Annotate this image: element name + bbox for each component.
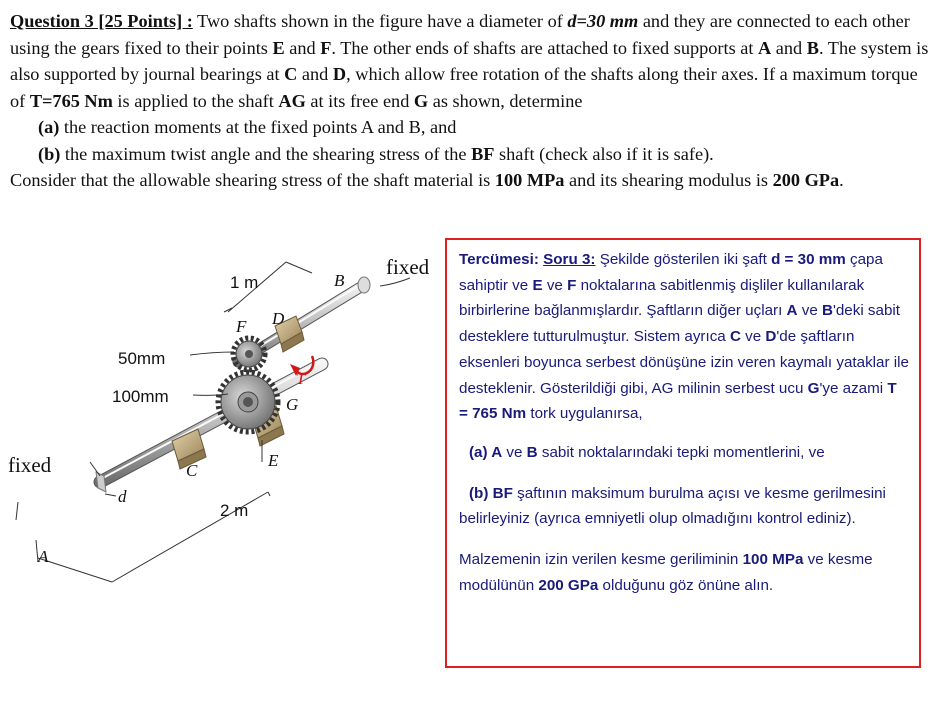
label-b: B <box>334 271 345 290</box>
label-fixed-top: fixed <box>386 255 430 279</box>
question-paragraph: Question 3 [25 Points] : Two shafts shown in the figure have a diameter of d=30 mm and they are connected to each other using the gears fixed to their points E and F. The other ends of shafts are attached to fixed supports at A and B. The system is also supported by journal bearings at C and D, which allow free rotation of the shafts along their axes. If a maximum torque of T=765 Nm is applied to the shaft AG at its free end G as shown, determine <box>10 11 929 111</box>
support-b-wall <box>358 277 370 293</box>
label-a: A <box>38 547 49 566</box>
translation-paragraph: Tercümesi: Soru 3: Şekilde gösterilen iki şaft d = 30 mm çapa sahiptir ve E ve F noktalarına sabitlenmiş dişliler kullanılarak birbirlerine bağlanmışlardır. Şaftların diğer uçları A ve B'deki sabit desteklere tutturulmuştur. Sistem ayrıca C ve D'de şaftların eksenleri boyunca serbest dönüşüne izin veren kaymalı yataklar ile desteklenir. Gösterildiği gibi, AG milinin serbest ucu G'ye azami T = 765 Nm tork uygulanırsa, <box>459 251 909 423</box>
question-text <box>10 8 932 194</box>
part-b: (b) the maximum twist angle and the shearing stress of the BF shaft (check also if it is safe). <box>38 143 714 164</box>
material-properties: Consider that the allowable shearing stress of the shaft material is 100 MPa and its shearing modulus is 200 GPa. <box>10 170 844 190</box>
part-a: (a) the reaction moments at the fixed points A and B, and <box>38 117 457 137</box>
translation-material: Malzemenin izin verilen kesme geriliminin 100 MPa ve kesme modülünün 200 GPa olduğunu göz önüne alın. <box>459 551 873 594</box>
label-e: E <box>268 451 279 470</box>
label-t: T <box>296 369 306 388</box>
label-100mm: 100mm <box>112 387 169 406</box>
translation-part-a: (a) A ve B sabit noktalarındaki tepki momentlerini, ve <box>469 443 825 461</box>
diameter-value: d=30 mm <box>567 11 639 31</box>
label-1m: 1 m <box>230 273 259 292</box>
torque-value: T=765 Nm <box>29 90 113 111</box>
label-d: D <box>272 309 285 328</box>
question-heading: Question 3 [25 Points] : <box>10 11 193 31</box>
label-c: C <box>186 461 198 480</box>
gear-large <box>218 372 278 432</box>
label-f: F <box>236 317 247 336</box>
shaft-gear-figure <box>0 240 445 600</box>
translation-part-b: (b) BF şaftının maksimum burulma açısı ve kesme gerilmesini belirleyiniz (ayrıca emniyetli olup olmadığını kontrol ediniz). <box>459 484 886 528</box>
label-shaft-d: d <box>118 487 127 506</box>
label-fixed-left: fixed <box>8 453 52 477</box>
shaft-ag <box>100 362 322 482</box>
turkish-translation-box <box>445 238 921 668</box>
label-2m: 2 m <box>220 501 249 520</box>
label-50mm: 50mm <box>118 349 166 368</box>
label-g: G <box>286 395 299 414</box>
